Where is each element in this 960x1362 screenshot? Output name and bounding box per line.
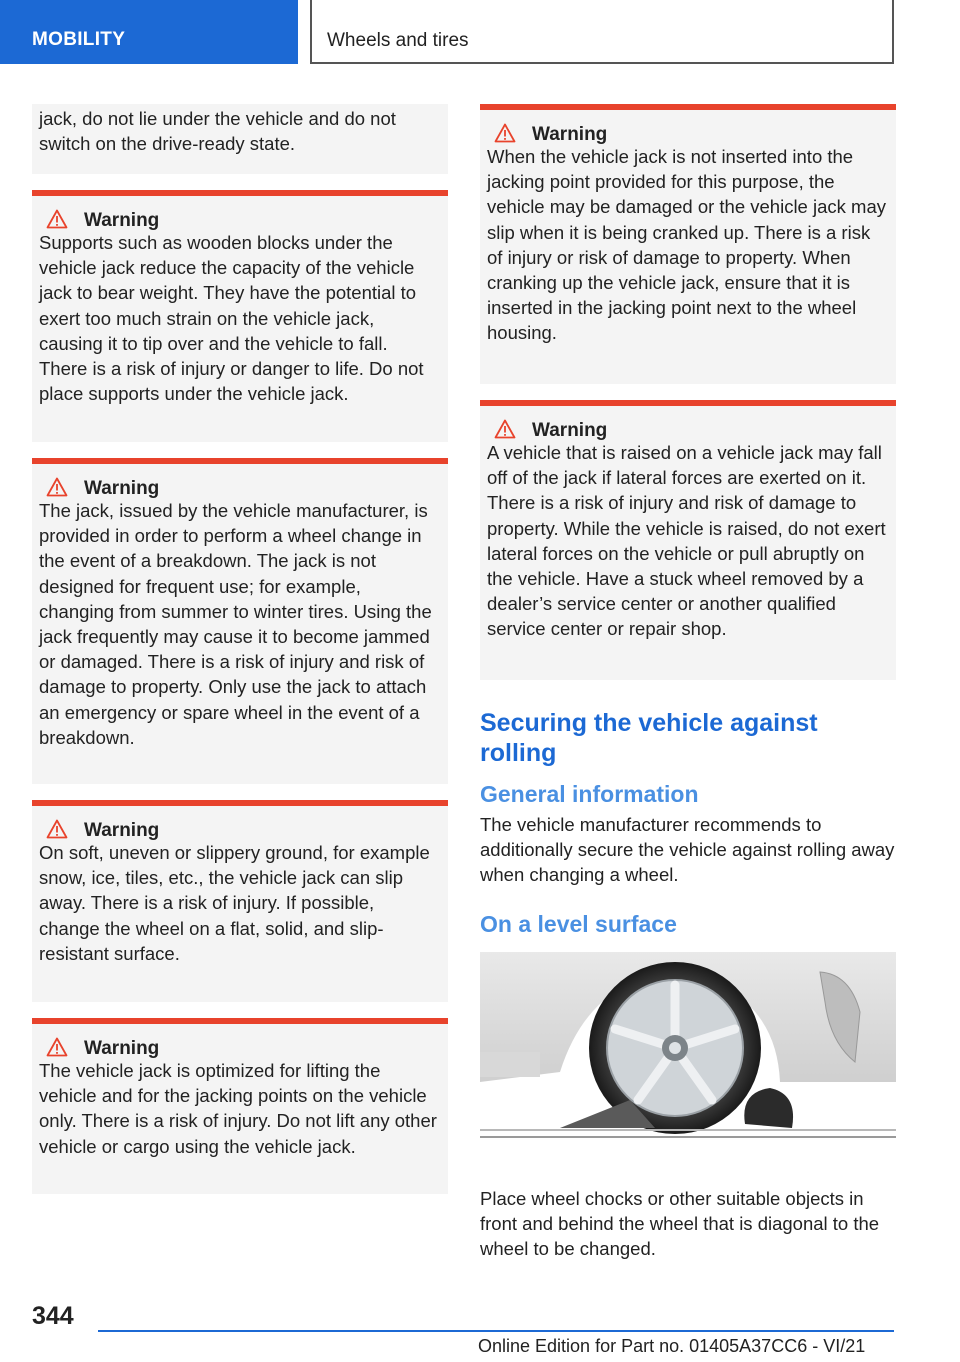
subheading-general-information: General information: [480, 781, 699, 807]
warning-text: Supports such as wooden blocks under the vehicle jack reduce the capacity of the vehicle jack to bear weight. They have the potential to exert too much strain on the vehicle jack, causing it to tip over and the vehicle to fall. There is a risk of injury or danger to life. Do not place supports under the vehicle jack.: [39, 232, 424, 405]
warning-triangle-icon: [494, 419, 516, 439]
warning-title: Warning: [84, 210, 160, 231]
subheading-level-surface: On a level surface: [480, 910, 677, 937]
warning-box: [480, 400, 896, 680]
warning-box: [32, 458, 448, 784]
chapter-tab: [310, 0, 894, 64]
warning-text: When the vehicle jack is not inserted into the jacking point provided for this purpose, the vehicle may be damaged or the vehicle jack may slip when it is being cranked up. There is a risk of injury or risk of damage to property. When cranking up the vehicle jack, ensure that it is inserted in the jacking point next to the wheel housing.: [487, 146, 886, 344]
warning-triangle-icon: [46, 819, 68, 839]
warning-title: Warning: [84, 478, 160, 499]
warning-header: [39, 196, 440, 230]
page-number: 344: [32, 1302, 74, 1330]
section-label: MOBILITY: [32, 29, 126, 50]
warning-triangle-icon: [46, 477, 68, 497]
right-column: [480, 104, 896, 1261]
warning-box: [480, 104, 896, 384]
warning-box: [32, 190, 448, 442]
page-header: [0, 0, 960, 66]
chapter-label: Wheels and tires: [327, 30, 469, 51]
warning-header: [39, 464, 440, 498]
warning-title: Warning: [84, 820, 160, 841]
warning-box: [32, 800, 448, 1002]
left-column: [32, 104, 448, 1210]
general-information-paragraph: The vehicle manufacturer recommends to additionally secure the vehicle against rolling away when changing a wheel.: [480, 814, 895, 886]
warning-header: [39, 1024, 440, 1058]
footer-edition: Online Edition for Part no. 01405A37CC6 - VI/21: [478, 1336, 866, 1356]
wheel-illustration-svg: [480, 952, 896, 1138]
warning-header: [39, 806, 440, 840]
warning-text: A vehicle that is raised on a vehicle jack may fall off of the jack if lateral forces are exerted on it. There is a risk of injury and risk of damage to property. While the vehicle is raised, do not exert lateral forces on the vehicle or pull abruptly on the vehicle. Have a stuck wheel removed by a dealer’s service center or another qualified service center or repair shop.: [487, 442, 886, 640]
section-heading: Securing the vehicle against rolling: [480, 709, 818, 767]
continued-warning-box: [32, 104, 448, 174]
section-tab: [0, 0, 298, 64]
warning-header: [487, 110, 888, 144]
continued-warning-text: jack, do not lie under the vehicle and do not switch on the drive-ready state.: [39, 108, 396, 155]
warning-header: [487, 406, 888, 440]
footer-divider: [98, 1330, 894, 1332]
warning-box: [32, 1018, 448, 1194]
warning-text: The vehicle jack is optimized for lifting the vehicle and for the jacking points on the vehicle only. There is a risk of injury. Do not lift any other vehicle or cargo using the vehicle jack.: [39, 1060, 437, 1157]
warning-triangle-icon: [494, 123, 516, 143]
warning-title: Warning: [532, 420, 608, 441]
warning-text: On soft, uneven or slippery ground, for example snow, ice, tiles, etc., the vehicle jack can slip away. There is a risk of injury. If possible, change the wheel on a flat, solid, and slip-resistant surface.: [39, 842, 430, 964]
warning-title: Warning: [84, 1038, 160, 1059]
warning-triangle-icon: [46, 1037, 68, 1057]
level-surface-paragraph: Place wheel chocks or other suitable objects in front and behind the wheel that is diagonal to the wheel to be changed.: [480, 1187, 880, 1260]
warning-triangle-icon: [46, 209, 68, 229]
warning-text: The jack, issued by the vehicle manufacturer, is provided in order to perform a wheel change in the event of a breakdown. The jack is not designed for frequent use; for example, changing from summer to winter tires. Using the jack frequently may cause it to become jammed or damaged. There is a risk of injury and risk of damage to property. Only use the jack to attach an emergency or spare wheel in the event of a breakdown.: [39, 500, 432, 748]
warning-title: Warning: [532, 124, 608, 145]
wheel-chock-illustration: [480, 952, 896, 1138]
